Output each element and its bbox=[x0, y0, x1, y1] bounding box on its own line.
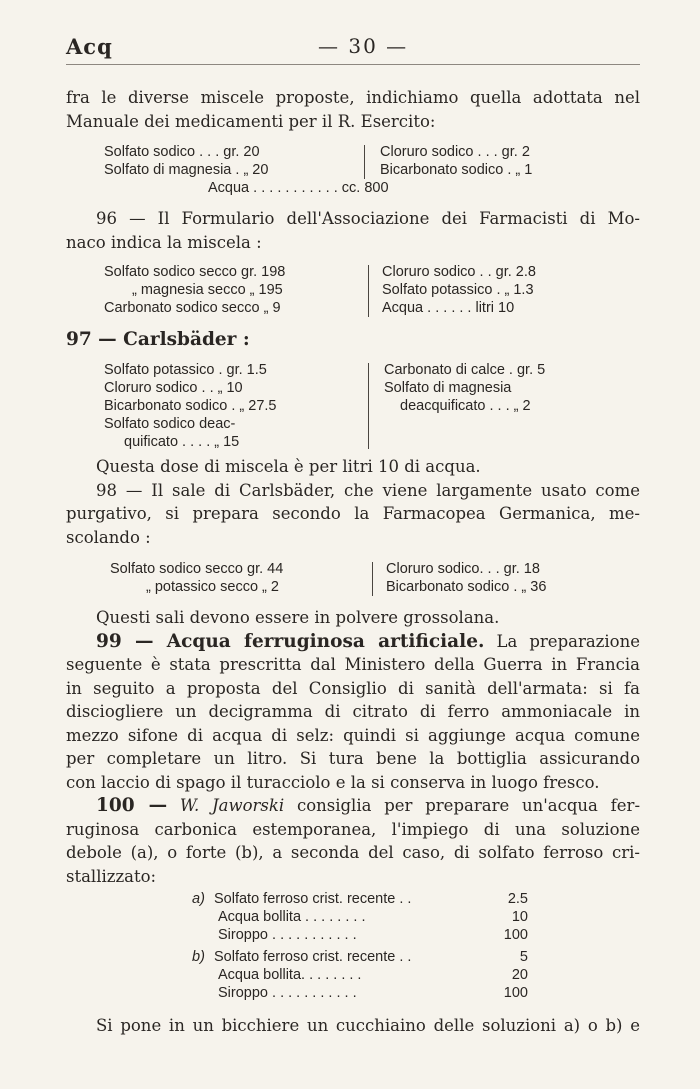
column-divider bbox=[368, 363, 369, 449]
ingredient-value: 100 bbox=[503, 985, 528, 1001]
formula-row: Carbonato sodico secco „ 9 bbox=[104, 300, 281, 316]
text-line bbox=[66, 794, 640, 818]
formula-row: Solfato sodico secco gr. 44 bbox=[110, 561, 284, 577]
text-line: in seguito a proposta del Consiglio di sanità dell'armata: si fa bbox=[66, 678, 640, 698]
text-line: fra le diverse miscele proposte, indichiamo quella adottata nel bbox=[66, 88, 640, 107]
formula-row: Solfato sodico deac- bbox=[104, 416, 236, 432]
text-line: seguente è stata prescritta dal Ministero della Guerra in Francia bbox=[66, 655, 640, 674]
column-divider bbox=[372, 562, 373, 596]
formula-row: Solfato di magnesia bbox=[384, 380, 512, 396]
text-line: Questa dose di miscela è per litri 10 di acqua. bbox=[96, 457, 481, 476]
formula-row: Solfato potassico . „ 1.3 bbox=[382, 282, 534, 298]
formula-row: Solfato sodico . . . gr. 20 bbox=[104, 144, 260, 160]
formula-row: quificato . . . . „ 15 bbox=[124, 434, 240, 450]
section-number: 100 — bbox=[96, 795, 168, 816]
text-line: scolando : bbox=[66, 527, 151, 547]
formula-row: Bicarbonato sodico . „ 27.5 bbox=[104, 398, 277, 414]
formula-row: Bicarbonato sodico . „ 1 bbox=[380, 162, 533, 178]
formula-table-4 bbox=[110, 560, 640, 598]
formula-row: Bicarbonato sodico . „ 36 bbox=[386, 579, 547, 595]
formula-row: „ magnesia secco „ 195 bbox=[132, 282, 283, 298]
formula-row: Solfato di magnesia . „ 20 bbox=[104, 162, 269, 178]
text-line: 96 — Il Formulario dell'Associazione dei Farmacisti di Mo- bbox=[96, 209, 640, 228]
paragraph-96 bbox=[66, 207, 640, 254]
paragraph-98 bbox=[66, 455, 640, 549]
ingredient-name: Acqua bollita. . . . . . . . bbox=[218, 967, 362, 983]
ingredient-name: Siroppo . . . . . . . . . . . bbox=[218, 927, 357, 943]
closing-paragraph bbox=[66, 1014, 640, 1038]
variant-label: a) bbox=[192, 891, 205, 907]
formula-row: Acqua . . . . . . . . . . . cc. 800 bbox=[208, 180, 389, 196]
text-line: con laccio di spago il turacciolo e la si conserva in luogo fresco. bbox=[66, 772, 600, 792]
formula-row: deacquificato . . . „ 2 bbox=[400, 398, 531, 414]
author-name: W. Jaworski bbox=[179, 796, 285, 815]
intro-paragraph bbox=[66, 86, 640, 133]
text-run: consiglia per preparare un'acqua fer- bbox=[296, 796, 641, 815]
formula-row: Solfato potassico . gr. 1.5 bbox=[104, 362, 267, 378]
formula-table-3 bbox=[104, 361, 634, 451]
section-heading: 99 — Acqua ferruginosa artificiale. bbox=[96, 630, 485, 652]
text-line: debole (a), o forte (b), a seconda del caso, di solfato ferroso cri- bbox=[66, 843, 640, 862]
variant-label: b) bbox=[192, 949, 205, 965]
formula-row: Cloruro sodico . . gr. 2.8 bbox=[382, 264, 536, 280]
running-header: Acq bbox=[66, 34, 113, 59]
formula-table-2 bbox=[104, 263, 634, 319]
text-line: naco indica la miscela : bbox=[66, 232, 262, 252]
text-line: Questi sali devono essere in polvere grossolana. bbox=[96, 608, 500, 627]
text-line bbox=[66, 630, 640, 654]
ingredient-name: Solfato ferroso crist. recente . . bbox=[214, 949, 412, 965]
column-divider bbox=[364, 145, 365, 179]
ingredient-value: 10 bbox=[511, 909, 528, 925]
text-run: La preparazione bbox=[496, 631, 640, 651]
formula-row: Solfato sodico secco gr. 198 bbox=[104, 264, 286, 280]
formula-row: „ potassico secco „ 2 bbox=[146, 579, 279, 595]
section-heading: 97 — Carlsbäder : bbox=[66, 329, 250, 350]
formula-table-1 bbox=[104, 143, 634, 199]
ingredient-value: 100 bbox=[503, 927, 528, 943]
ingredient-value: 5 bbox=[519, 949, 528, 965]
text-line: disciogliere un decigramma di citrato di ferro ammoniacale in bbox=[66, 702, 640, 721]
formula-table-5 bbox=[192, 890, 532, 1004]
ingredient-name: Siroppo . . . . . . . . . . . bbox=[218, 985, 357, 1001]
formula-row: Cloruro sodico . . . gr. 2 bbox=[380, 144, 530, 160]
paragraph-99 bbox=[66, 606, 640, 888]
text-line: purgativo, si prepara secondo la Farmacopea Germanica, me- bbox=[66, 504, 640, 523]
formula-row: Cloruro sodico . . „ 10 bbox=[104, 380, 243, 396]
text-line: per completare un litro. Si tura bene la bottiglia assicurando bbox=[66, 749, 640, 768]
text-line: mezzo sifone di acqua di selz: quindi si aggiunge acqua comune bbox=[66, 725, 640, 745]
paragraph-97 bbox=[66, 328, 640, 352]
formula-row: Acqua . . . . . . litri 10 bbox=[382, 300, 515, 316]
text-line: stallizzato: bbox=[66, 866, 157, 886]
text-line: Manuale dei medicamenti per il R. Esercito: bbox=[66, 111, 436, 131]
text-line: ruginosa carbonica estemporanea, l'impiego di una soluzione bbox=[66, 819, 640, 839]
text-line: Si pone in un bicchiere un cucchiaino delle soluzioni a) o b) e bbox=[96, 1016, 640, 1035]
ingredient-value: 2.5 bbox=[507, 891, 528, 907]
column-divider bbox=[368, 265, 369, 317]
formula-row: Carbonato di calce . gr. 5 bbox=[384, 362, 546, 378]
page-number: — 30 — bbox=[318, 34, 409, 58]
text-line: 98 — Il sale di Carlsbäder, che viene largamente usato come bbox=[96, 480, 640, 500]
header-rule bbox=[66, 64, 640, 65]
ingredient-value: 20 bbox=[511, 967, 528, 983]
formula-row: Cloruro sodico. . . gr. 18 bbox=[386, 561, 540, 577]
ingredient-name: Solfato ferroso crist. recente . . bbox=[214, 891, 412, 907]
ingredient-name: Acqua bollita . . . . . . . . bbox=[218, 909, 366, 925]
